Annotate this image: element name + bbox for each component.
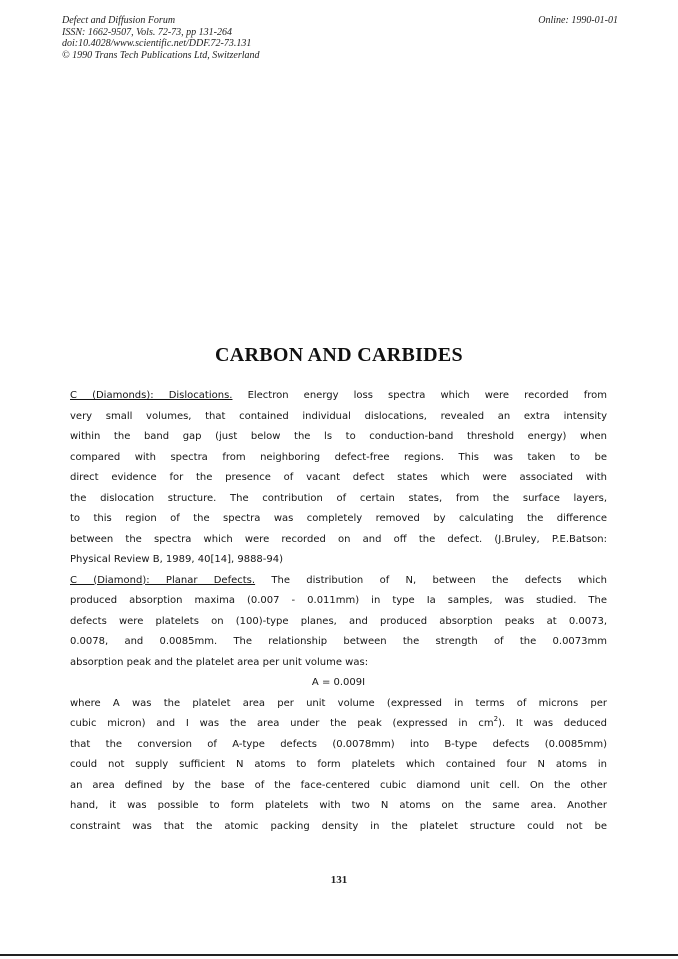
body-line: hand, it was possible to form platelets with two N atoms on the same area. Another: [70, 800, 607, 811]
superscript: 2: [493, 715, 499, 723]
body-line: that the conversion of A-type defects (0.0078mm) into B-type defects (0.0085mm): [70, 738, 607, 750]
body-line: compared with spectra from neighboring defect-free regions. This was taken to be: [70, 451, 607, 463]
body-line: the dislocation structure. The contribution of certain states, from the surface layers,: [70, 492, 607, 504]
body-line: 0.0078, and 0.0085mm. The relationship between the strength of the 0.0073mm: [70, 636, 607, 647]
body-line: direct evidence for the presence of vacant defect states which were associated with: [70, 472, 607, 483]
page-title: CARBON AND CARBIDES: [215, 344, 463, 366]
body-line: within the band gap (just below the ls to conduction-band threshold energy) when: [70, 431, 607, 442]
section2-first-line-text: The distribution of N, between the defects which: [255, 574, 607, 586]
journal-header: [62, 15, 260, 61]
section1-first-line-text: Electron energy loss spectra which were recorded from: [232, 390, 607, 401]
section1-first-line: [70, 386, 607, 407]
body-line: very small volumes, that contained individual dislocations, revealed an extra intensity: [70, 410, 607, 422]
footer-rule: [0, 954, 678, 956]
copyright-line: © 1990 Trans Tech Publications Ltd, Switzerland: [62, 49, 260, 61]
body-line: to this region of the spectra was completely removed by calculating the difference: [70, 513, 607, 524]
body-text: cubic micron) and I was the area under the peak (expressed in cm: [70, 718, 494, 729]
section1-heading: C (Diamonds): Dislocations.: [70, 390, 233, 401]
body-line: produced absorption maxima (0.007 - 0.011mm) in type Ia samples, was studied. The: [70, 595, 607, 606]
body-line: where A was the platelet area per unit volume (expressed in terms of microns per: [70, 697, 607, 709]
journal-name: Defect and Diffusion Forum: [62, 15, 176, 26]
citation-line: Physical Review B, 1989, 40[14], 9888-94): [70, 554, 284, 565]
body-line-with-superscript: [70, 714, 607, 735]
body-line: constraint was that the atomic packing density in the platelet structure could not be: [70, 820, 607, 832]
body-line: between the spectra which were recorded on and off the defect. (J.Bruley, P.E.Batson:: [70, 533, 607, 545]
doi-line: doi:10.4028/www.scientific.net/DDF.72-73.131: [62, 38, 252, 49]
body-text: ). It was deduced: [498, 718, 607, 729]
equation: A = 0.009I: [311, 677, 366, 688]
section2-first-line: [70, 571, 607, 592]
body-line: an area defined by the base of the face-centered cubic diamond unit cell. On the other: [70, 779, 607, 791]
issn-line: ISSN: 1662-9507, Vols. 72-73, pp 131-264: [62, 26, 232, 38]
page-number: 131: [330, 874, 348, 886]
section2-heading: C (Diamond): Planar Defects.: [70, 574, 256, 586]
body-line: defects were platelets on (100)-type planes, and produced absorption peaks at 0.0073,: [70, 615, 607, 627]
online-date: Online: 1990-01-01: [538, 15, 618, 26]
article-body: [70, 386, 607, 837]
body-line: could not supply sufficient N atoms to form platelets which contained four N atoms in: [70, 759, 607, 770]
body-line: absorption peak and the platelet area per unit volume was:: [70, 656, 369, 668]
